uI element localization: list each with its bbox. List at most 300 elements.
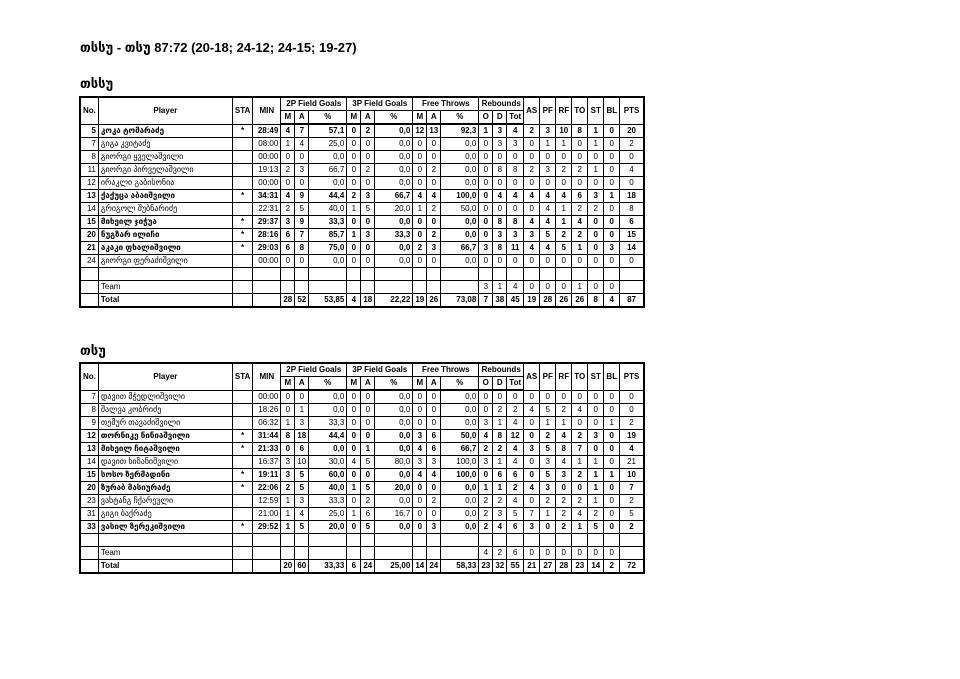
stat-cell: 7 [80,390,98,404]
stat-cell: 3 [507,229,524,242]
stat-cell: 85,7 [309,229,347,242]
stat-cell: 12:59 [253,495,281,508]
stat-cell: 7 [620,482,644,495]
stat-cell: 31:44 [253,430,281,443]
stat-cell: 0 [556,390,572,404]
stat-cell: * [232,521,252,534]
player-name: გრიგოლ შუბნარიძე [98,203,232,216]
stat-cell [361,547,375,560]
stat-cell: 1 [347,508,361,521]
stat-cell [80,281,98,294]
stat-cell: 2 [507,404,524,417]
stat-cell [413,547,427,560]
stat-cell: 1 [413,203,427,216]
stat-cell: 16,7 [375,508,413,521]
stat-cell: 2 [556,521,572,534]
player-row [80,203,644,216]
stat-cell: 4 [524,216,540,229]
player-name: დავით ხიზანიშვილი [98,456,232,469]
stat-cell: 0 [347,404,361,417]
stat-cell: 5 [361,482,375,495]
stat-cell: 22,22 [375,294,413,308]
stat-cell: 4 [540,190,556,203]
stat-cell: 28:16 [253,229,281,242]
stat-cell: 0 [524,390,540,404]
stat-cell: 4 [507,281,524,294]
empty-cell [604,268,620,281]
stat-cell: 13 [427,124,441,138]
stat-cell: 0 [479,138,493,151]
stat-cell: 0 [620,151,644,164]
stat-cell: 0 [427,404,441,417]
empty-cell [507,534,524,547]
stat-cell: 5 [361,521,375,534]
stat-cell: 0,0 [441,138,479,151]
stat-cell: 13 [80,443,98,456]
stat-cell: 0 [361,255,375,268]
empty-cell [620,534,644,547]
stat-cell [427,547,441,560]
stat-cell: 7 [80,138,98,151]
stat-cell: 87 [620,294,644,308]
stat-cell: 0 [413,390,427,404]
stat-cell: 4 [540,216,556,229]
stat-cell: 2 [556,404,572,417]
stat-cell: 24 [427,560,441,574]
stat-cell: 0,0 [375,124,413,138]
stat-cell: 92,3 [441,124,479,138]
stat-cell: 8 [507,164,524,177]
empty-cell [309,268,347,281]
stat-cell: 3 [540,456,556,469]
col-no-header: No. [80,363,98,390]
pts-header: PTS [620,97,644,124]
stat-cell: 0 [295,390,309,404]
player-row [80,124,644,138]
stat-cell: 0 [604,430,620,443]
stat-cell: 4 [413,190,427,203]
stat-cell: 4 [524,404,540,417]
stat-cell: 20 [80,229,98,242]
stat-cell: 0 [540,390,556,404]
stat-cell: 5 [540,229,556,242]
stat-cell: 34:31 [253,190,281,203]
stat-cell: 0,0 [441,508,479,521]
stat-cell [441,281,479,294]
empty-cell [98,534,232,547]
stat-cell: 6 [361,508,375,521]
stat-cell: 2 [556,229,572,242]
stat-cell: 0 [507,255,524,268]
stat-cell: 26 [572,294,588,308]
stat-cell: 2 [620,138,644,151]
stat-cell: 9 [295,190,309,203]
stat-cell: 4 [540,242,556,255]
stat-cell: 1 [588,456,604,469]
stat-cell: 0 [572,177,588,190]
stat-cell: 1 [588,469,604,482]
stat-cell: 1 [556,417,572,430]
stat-cell: 2 [281,482,295,495]
stat-cell: 3 [524,229,540,242]
stat-cell: 6 [347,560,361,574]
header-row [80,363,644,377]
stat-cell: 1 [493,417,507,430]
stat-cell [232,281,252,294]
stat-cell: 32 [493,560,507,574]
stat-cell: 0 [604,390,620,404]
empty-cell [281,268,295,281]
stat-cell: 0 [604,443,620,456]
stat-cell: 0 [281,390,295,404]
stat-cell: 44,4 [309,190,347,203]
stat-cell: 3 [493,229,507,242]
stat-cell: 4 [540,203,556,216]
stat-cell: 21 [524,560,540,574]
stat-cell: 1 [493,456,507,469]
stat-cell: 60,0 [309,469,347,482]
stat-cell: * [232,469,252,482]
stat-cell: 3 [427,521,441,534]
player-row [80,216,644,229]
stat-cell: 2 [620,521,644,534]
stat-cell: 0,0 [441,495,479,508]
stat-cell: 5 [361,456,375,469]
stat-cell: 8 [588,294,604,308]
team-label: Team [98,547,232,560]
stat-cell [232,560,252,574]
stat-cell: 4 [524,242,540,255]
stat-cell: 06:32 [253,417,281,430]
stat-cell [309,281,347,294]
stat-cell: 16:37 [253,456,281,469]
total-label: Total [98,294,232,308]
stat-cell: 4 [413,443,427,456]
stat-cell: 72 [620,560,644,574]
stat-cell: 12 [80,177,98,190]
stat-cell: 25,0 [309,508,347,521]
stat-cell: 0 [413,151,427,164]
stat-cell: 33,3 [375,229,413,242]
stat-cell: 0 [427,151,441,164]
stat-cell: 8 [572,124,588,138]
team-row [80,281,644,294]
stat-cell: 28 [556,560,572,574]
empty-cell [524,268,540,281]
stat-cell: 0 [479,164,493,177]
stat-cell: * [232,430,252,443]
stat-cell: 23 [572,560,588,574]
stat-cell: 0 [347,216,361,229]
stat-cell: 8 [556,443,572,456]
stat-cell: 21:00 [253,508,281,521]
stat-cell: 5 [540,404,556,417]
empty-cell [588,534,604,547]
stat-cell: 1 [556,216,572,229]
stat-cell [232,138,252,151]
stat-cell: 0 [524,417,540,430]
stat-cell: 18 [620,190,644,203]
stat-cell: 1 [588,138,604,151]
stat-cell: 29:52 [253,521,281,534]
stat-cell: 2 [507,482,524,495]
stat-cell: 0 [588,547,604,560]
stat-cell: 11 [507,242,524,255]
stat-cell: 0 [588,216,604,229]
player-name: სოსო ზერმადინი [98,469,232,482]
empty-cell [309,534,347,547]
player-name: შალვა კობრიძე [98,404,232,417]
empty-cell [441,534,479,547]
stat-cell [253,294,281,308]
stat-cell: 0 [347,417,361,430]
stat-cell: 0 [361,404,375,417]
stat-cell: 0 [556,255,572,268]
stat-cell: 21:33 [253,443,281,456]
stat-cell: 0 [604,151,620,164]
stat-cell [232,456,252,469]
stat-cell: 2 [361,164,375,177]
stat-cell: 0 [540,521,556,534]
player-row [80,404,644,417]
pf-header: PF [540,97,556,124]
stat-cell: 0,0 [441,151,479,164]
stat-cell: 6 [507,521,524,534]
empty-cell [588,268,604,281]
stat-cell: 0 [347,151,361,164]
stat-cell: 0 [413,404,427,417]
stat-cell: 4 [507,443,524,456]
stat-cell: 66,7 [441,443,479,456]
empty-cell [493,534,507,547]
stat-cell: 23 [479,560,493,574]
stat-cell: 5 [295,469,309,482]
player-name: გიორგი ყველაშვილი [98,151,232,164]
stat-cell: 2 [479,495,493,508]
stat-cell [253,547,281,560]
player-name: აკაკი ფხალიშვილი [98,242,232,255]
stat-cell: 25,00 [375,560,413,574]
stat-cell [295,547,309,560]
stat-cell: 14 [80,456,98,469]
stat-cell: 14 [413,560,427,574]
stat-cell [253,281,281,294]
stat-cell: 2 [572,164,588,177]
stat-cell [427,281,441,294]
stat-cell: 19 [620,430,644,443]
stat-cell: 0 [413,508,427,521]
stat-cell: 21 [620,456,644,469]
stat-cell: 0,0 [375,404,413,417]
stat-cell: 3 [295,417,309,430]
stat-cell: 0 [413,495,427,508]
stat-cell: 2 [572,203,588,216]
stat-cell: 0 [413,482,427,495]
a-subheader: A [295,111,309,125]
stat-cell: 00:00 [253,151,281,164]
stat-cell: 0 [347,390,361,404]
stat-cell: 1 [604,417,620,430]
stat-cell: 4 [620,164,644,177]
stat-cell: 5 [540,469,556,482]
stat-cell: 28 [281,294,295,308]
stat-cell: 0 [427,417,441,430]
stat-cell: 4 [295,508,309,521]
stat-cell: 2 [493,404,507,417]
stat-cell [232,177,252,190]
stat-cell: * [232,443,252,456]
stat-cell: 2 [556,495,572,508]
stat-cell: 24 [361,560,375,574]
stat-cell: 18 [361,294,375,308]
stat-cell: 1 [281,495,295,508]
empty-cell [540,534,556,547]
stat-cell: 0 [588,151,604,164]
stat-cell: 0 [572,482,588,495]
stat-cell: 0 [361,138,375,151]
stat-cell: 30,0 [309,456,347,469]
stat-cell: 1 [540,508,556,521]
stat-cell [281,281,295,294]
stat-cell: 4 [507,456,524,469]
stat-cell: 5 [80,124,98,138]
stat-cell: 5 [295,482,309,495]
stat-cell: 60 [295,560,309,574]
stat-cell: 4 [295,138,309,151]
stat-cell: 0 [427,390,441,404]
stat-cell: 28 [540,294,556,308]
d-subheader: D [493,377,507,391]
fg2-header: 2P Field Goals [281,363,347,377]
stat-cell: 0 [413,177,427,190]
stat-cell: 2 [479,521,493,534]
player-name: გიორგი ფერაძიშვილი [98,255,232,268]
stat-cell: 45 [507,294,524,308]
stat-cell: 0 [479,469,493,482]
stat-cell: 0,0 [375,430,413,443]
empty-cell [427,534,441,547]
stat-cell: 0 [604,404,620,417]
empty-cell [295,268,309,281]
stat-cell: 20,0 [375,203,413,216]
stat-cell: 57,1 [309,124,347,138]
stat-cell: 0 [604,521,620,534]
empty-cell [604,534,620,547]
rf-header: RF [556,363,572,390]
stat-cell: 6 [507,469,524,482]
stat-cell: 8 [493,430,507,443]
stat-cell: * [232,229,252,242]
header-row [80,97,644,111]
stat-cell: * [232,190,252,203]
stat-cell: 1 [540,417,556,430]
stat-cell: 4 [620,443,644,456]
stat-cell: 38 [493,294,507,308]
stat-cell: 0 [604,229,620,242]
d-subheader: D [493,111,507,125]
player-name: გიგი ბაქრაძე [98,508,232,521]
stat-cell: 0 [524,281,540,294]
stat-cell: 8 [493,242,507,255]
stat-cell: 2 [524,124,540,138]
stat-cell: 7 [524,508,540,521]
player-row [80,229,644,242]
empty-cell [540,268,556,281]
stat-cell: 0 [347,138,361,151]
stat-cell: 0 [572,138,588,151]
stat-cell: 0,0 [309,390,347,404]
stat-cell: 50,0 [441,430,479,443]
player-name: მიხეილ ჩიტაშვილი [98,443,232,456]
empty-cell [80,534,98,547]
empty-cell [253,268,281,281]
stat-cell: 33 [80,521,98,534]
stat-cell: 0 [479,203,493,216]
stat-cell [80,294,98,308]
stat-cell: 2 [556,164,572,177]
stat-cell: 0 [604,216,620,229]
stat-cell: 0 [347,177,361,190]
stat-cell [232,151,252,164]
o-subheader: O [479,377,493,391]
stat-cell: 4 [604,294,620,308]
stat-cell: 0,0 [375,469,413,482]
stat-cell: 5 [588,521,604,534]
team-stats-table [79,96,645,308]
stat-cell: 0 [361,390,375,404]
stat-cell: 0,0 [375,177,413,190]
stat-cell: 0 [556,177,572,190]
stat-cell: 52 [295,294,309,308]
stat-cell: 5 [361,203,375,216]
stat-cell: 3 [556,469,572,482]
stat-cell: 0 [507,177,524,190]
stat-cell: 0 [588,404,604,417]
stat-cell: 11 [80,164,98,177]
stat-cell: 0 [281,177,295,190]
stat-cell: 0 [507,151,524,164]
stat-cell: 0 [524,430,540,443]
stat-cell: 0 [413,138,427,151]
stat-cell [620,547,644,560]
stat-cell: 1 [361,443,375,456]
stat-cell: 6 [295,443,309,456]
stat-cell: 0 [524,255,540,268]
player-row [80,242,644,255]
stat-cell: 0 [281,404,295,417]
stat-cell [80,560,98,574]
stat-cell: 0 [347,495,361,508]
stat-cell: 0 [479,404,493,417]
stat-cell: 2 [588,508,604,521]
empty-cell [572,534,588,547]
stat-cell: 0 [556,482,572,495]
bl-header: BL [604,363,620,390]
stat-cell: 2 [427,203,441,216]
stat-cell: 0,0 [309,404,347,417]
empty-row [80,534,644,547]
stat-cell: * [232,216,252,229]
stat-cell: 2 [572,469,588,482]
col-player-header: Player [98,97,232,124]
m-subheader: M [281,377,295,391]
stat-cell: 40,0 [309,482,347,495]
stat-cell: 33,33 [309,560,347,574]
stat-cell: 0 [540,255,556,268]
stat-cell: 0,0 [375,443,413,456]
stat-cell [232,255,252,268]
player-name: თორნიკე ნინიაშვილი [98,430,232,443]
